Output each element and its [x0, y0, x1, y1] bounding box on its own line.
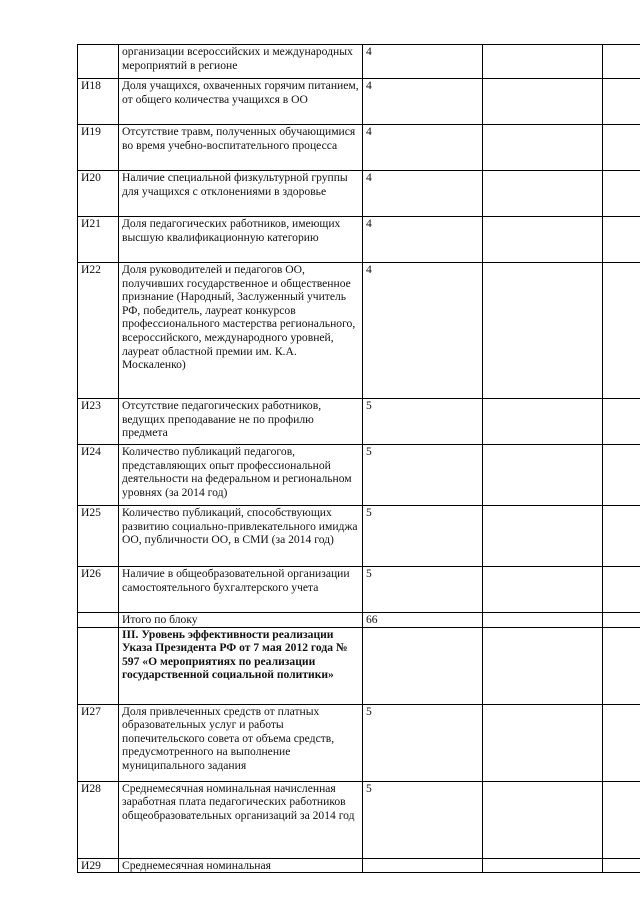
- indicator-description: Количество публикаций педагогов, представляющих опыт профессиональной деятельности на федеральном и региональном уровнях (за 2014 год): [119, 445, 363, 506]
- empty-cell: [483, 506, 603, 567]
- indicator-max-score: 5: [363, 399, 483, 445]
- table-row: [78, 399, 640, 445]
- empty-cell: [483, 79, 603, 125]
- indicator-max-score: 4: [363, 125, 483, 171]
- empty-cell: [603, 399, 640, 445]
- table-row: [78, 858, 640, 873]
- table-row: [78, 781, 640, 858]
- empty-cell: [483, 781, 603, 858]
- indicator-max-score: 5: [363, 445, 483, 506]
- empty-cell: [603, 263, 640, 399]
- indicator-code: И24: [78, 445, 119, 506]
- empty-cell: [603, 704, 640, 781]
- indicator-description: Количество публикаций, способствующих развитию социально-привлекательного имиджа ОО, публичности ОО, в СМИ (за 2014 год): [119, 506, 363, 567]
- indicator-code: И21: [78, 217, 119, 263]
- indicator-max-score: [363, 858, 483, 873]
- empty-cell: [483, 263, 603, 399]
- indicator-max-score: 4: [363, 263, 483, 399]
- indicator-code: И28: [78, 781, 119, 858]
- indicator-code: [78, 613, 119, 628]
- indicator-description: Доля учащихся, охваченных горячим питанием, от общего количества учащихся в ОО: [119, 79, 363, 125]
- empty-cell: [483, 399, 603, 445]
- indicator-max-score: [363, 627, 483, 704]
- empty-cell: [603, 627, 640, 704]
- empty-cell: [603, 79, 640, 125]
- indicator-description: организации всероссийских и международных мероприятий в регионе: [119, 45, 363, 79]
- indicator-description: Отсутствие педагогических работников, ведущих преподавание не по профилю предмета: [119, 399, 363, 445]
- indicator-code: И23: [78, 399, 119, 445]
- empty-cell: [603, 858, 640, 873]
- table-row: [78, 613, 640, 628]
- indicator-description: Наличие в общеобразовательной организации самостоятельного бухгалтерского учета: [119, 567, 363, 613]
- empty-cell: [483, 171, 603, 217]
- table-row: [78, 704, 640, 781]
- indicator-description: Наличие специальной физкультурной группы для учащихся с отклонениями в здоровье: [119, 171, 363, 217]
- empty-cell: [603, 613, 640, 628]
- indicator-code: И22: [78, 263, 119, 399]
- indicator-max-score: 5: [363, 567, 483, 613]
- empty-cell: [603, 45, 640, 79]
- indicator-code: И26: [78, 567, 119, 613]
- empty-cell: [603, 217, 640, 263]
- indicator-description: Доля привлеченных средств от платных образовательных услуг и работы попечительского совета от объема средств, предусмотренного на выполнение муниципального задания: [119, 704, 363, 781]
- table-row: [78, 263, 640, 399]
- indicator-max-score: 4: [363, 171, 483, 217]
- empty-cell: [603, 125, 640, 171]
- indicators-table: [77, 44, 640, 873]
- table-row: [78, 45, 640, 79]
- table-row: [78, 125, 640, 171]
- table-row: [78, 217, 640, 263]
- empty-cell: [483, 567, 603, 613]
- indicator-description: Итого по блоку: [119, 613, 363, 628]
- indicator-max-score: 4: [363, 217, 483, 263]
- indicator-code: И19: [78, 125, 119, 171]
- empty-cell: [483, 217, 603, 263]
- indicators-table-body: [78, 45, 640, 873]
- empty-cell: [483, 613, 603, 628]
- empty-cell: [483, 45, 603, 79]
- empty-cell: [603, 445, 640, 506]
- indicator-max-score: 66: [363, 613, 483, 628]
- indicator-description: III. Уровень эффективности реализации Указа Президента РФ от 7 мая 2012 года № 597 «О мероприятиях по реализации государственной социальной политики»: [119, 627, 363, 704]
- table-row: [78, 506, 640, 567]
- indicator-code: И18: [78, 79, 119, 125]
- table-row: [78, 79, 640, 125]
- indicator-code: [78, 627, 119, 704]
- table-row: [78, 567, 640, 613]
- empty-cell: [483, 125, 603, 171]
- indicator-code: И29: [78, 858, 119, 873]
- empty-cell: [483, 445, 603, 506]
- indicator-max-score: 5: [363, 781, 483, 858]
- indicator-code: [78, 45, 119, 79]
- indicator-max-score: 4: [363, 45, 483, 79]
- empty-cell: [603, 506, 640, 567]
- empty-cell: [483, 627, 603, 704]
- indicator-max-score: 5: [363, 506, 483, 567]
- empty-cell: [603, 567, 640, 613]
- indicator-code: И20: [78, 171, 119, 217]
- indicator-code: И25: [78, 506, 119, 567]
- indicator-description: Отсутствие травм, полученных обучающимися во время учебно-воспитательного процесса: [119, 125, 363, 171]
- empty-cell: [603, 171, 640, 217]
- indicator-description: Доля руководителей и педагогов ОО, получивших государственное и общественное признание (Народный, Заслуженный учитель РФ, победитель, лауреат конкурсов профессионального мастерства регионального, всероссийского, международного уровней, лауреат областной премии им. К.А. Москаленко): [119, 263, 363, 399]
- empty-cell: [603, 781, 640, 858]
- table-row: [78, 627, 640, 704]
- indicator-description: Среднемесячная номинальная начисленная заработная плата педагогических работников общеобразовательных организаций за 2014 год: [119, 781, 363, 858]
- indicator-code: И27: [78, 704, 119, 781]
- table-row: [78, 445, 640, 506]
- table-row: [78, 171, 640, 217]
- indicator-max-score: 4: [363, 79, 483, 125]
- indicator-description: Среднемесячная номинальная: [119, 858, 363, 873]
- indicator-max-score: 5: [363, 704, 483, 781]
- empty-cell: [483, 858, 603, 873]
- empty-cell: [483, 704, 603, 781]
- indicator-description: Доля педагогических работников, имеющих высшую квалификационную категорию: [119, 217, 363, 263]
